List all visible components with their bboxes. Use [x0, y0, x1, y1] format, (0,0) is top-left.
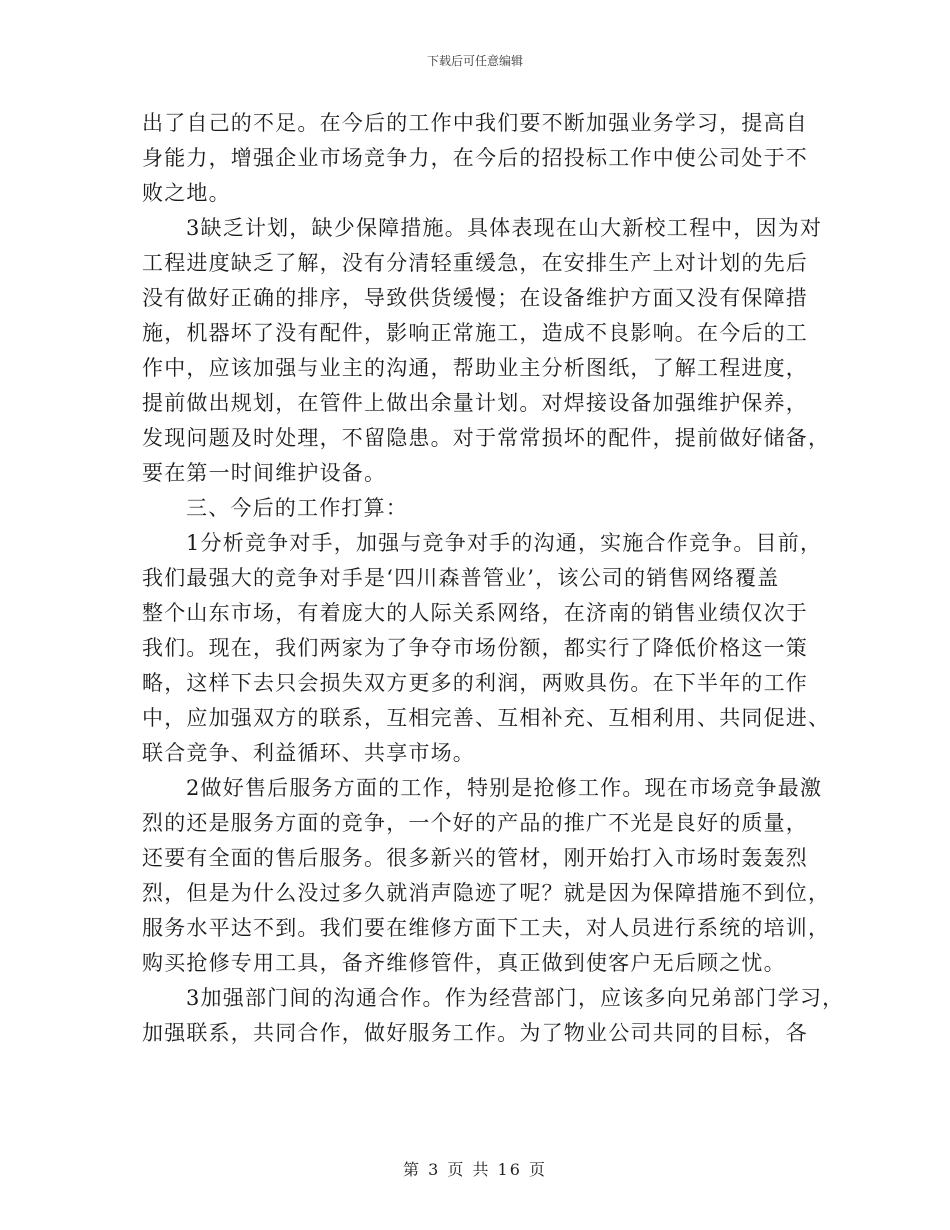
- text-line: 2做好售后服务方面的工作，特别是抢修工作。现在市场竞争最激: [186, 776, 823, 800]
- text-line: 购买抢修专用工具，备齐维修管件，真正做到使客户无后顾之忧。: [142, 951, 786, 975]
- page-footer: 第 3 页 共 16 页: [403, 1160, 547, 1179]
- text-line: 施，机器坏了没有配件，影响正常施工，造成不良影响。在今后的工: [142, 321, 808, 345]
- text-line: 我们。现在，我们两家为了争夺市场份额，都实行了降低价格这一策: [142, 636, 808, 660]
- text-line: 服务水平达不到。我们要在维修方面下工夫，对人员进行系统的培训，: [142, 916, 831, 940]
- text-line: 略，这样下去只会损失双方更多的利润，两败具伤。在下半年的工作: [142, 671, 808, 695]
- text-line: 联合竞争、利益循环、共享市场。: [142, 741, 475, 765]
- text-line: 加强联系，共同合作，做好服务工作。为了物业公司共同的目标，各: [142, 1021, 808, 1045]
- text-line: 没有做好正确的排序，导致供货缓慢；在设备维护方面又没有保障措: [142, 286, 808, 310]
- text-line: 中，应加强双方的联系，互相完善、互相补充、互相利用、共同促进、: [142, 706, 831, 730]
- text-line: 身能力，增强企业市场竞争力，在今后的招投标工作中使公司处于不: [142, 146, 808, 170]
- text-line: 3加强部门间的沟通合作。作为经营部门，应该多向兄弟部门学习，: [186, 986, 845, 1010]
- text-line: 烈的还是服务方面的竞争，一个好的产品的推广不光是良好的质量，: [142, 811, 808, 835]
- section-heading: 三、今后的工作打算：: [186, 496, 408, 520]
- text-line: 还要有全面的售后服务。很多新兴的管材，刚开始打入市场时轰轰烈: [142, 846, 808, 870]
- text-line: 我们最强大的竞争对手是‘四川森普管业’，该公司的销售网络覆盖: [142, 566, 780, 590]
- text-line: 整个山东市场，有着庞大的人际关系网络，在济南的销售业绩仅次于: [142, 601, 808, 625]
- text-line: 烈，但是为什么没过多久就消声隐迹了呢？就是因为保障措施不到位，: [142, 881, 831, 905]
- text-line: 作中，应该加强与业主的沟通，帮助业主分析图纸，了解工程进度，: [142, 356, 808, 380]
- text-line: 1分析竞争对手，加强与竞争对手的沟通，实施合作竞争。目前，: [186, 531, 823, 555]
- text-line: 发现问题及时处理，不留隐患。对于常常损坏的配件，提前做好储备，: [142, 426, 831, 450]
- text-line: 工程进度缺乏了解，没有分清轻重缓急，在安排生产上对计划的先后: [142, 251, 808, 275]
- text-line: 3缺乏计划，缺少保障措施。具体表现在山大新校工程中，因为对: [186, 216, 823, 240]
- text-line: 败之地。: [142, 181, 231, 205]
- text-line: 提前做出规划，在管件上做出余量计划。对焊接设备加强维护保养，: [142, 391, 808, 415]
- page-header: 下载后可任意编辑: [426, 54, 523, 68]
- text-line: 出了自己的不足。在今后的工作中我们要不断加强业务学习，提高自: [142, 111, 808, 135]
- document-body: [142, 106, 845, 1051]
- text-line: 要在第一时间维护设备。: [142, 461, 387, 485]
